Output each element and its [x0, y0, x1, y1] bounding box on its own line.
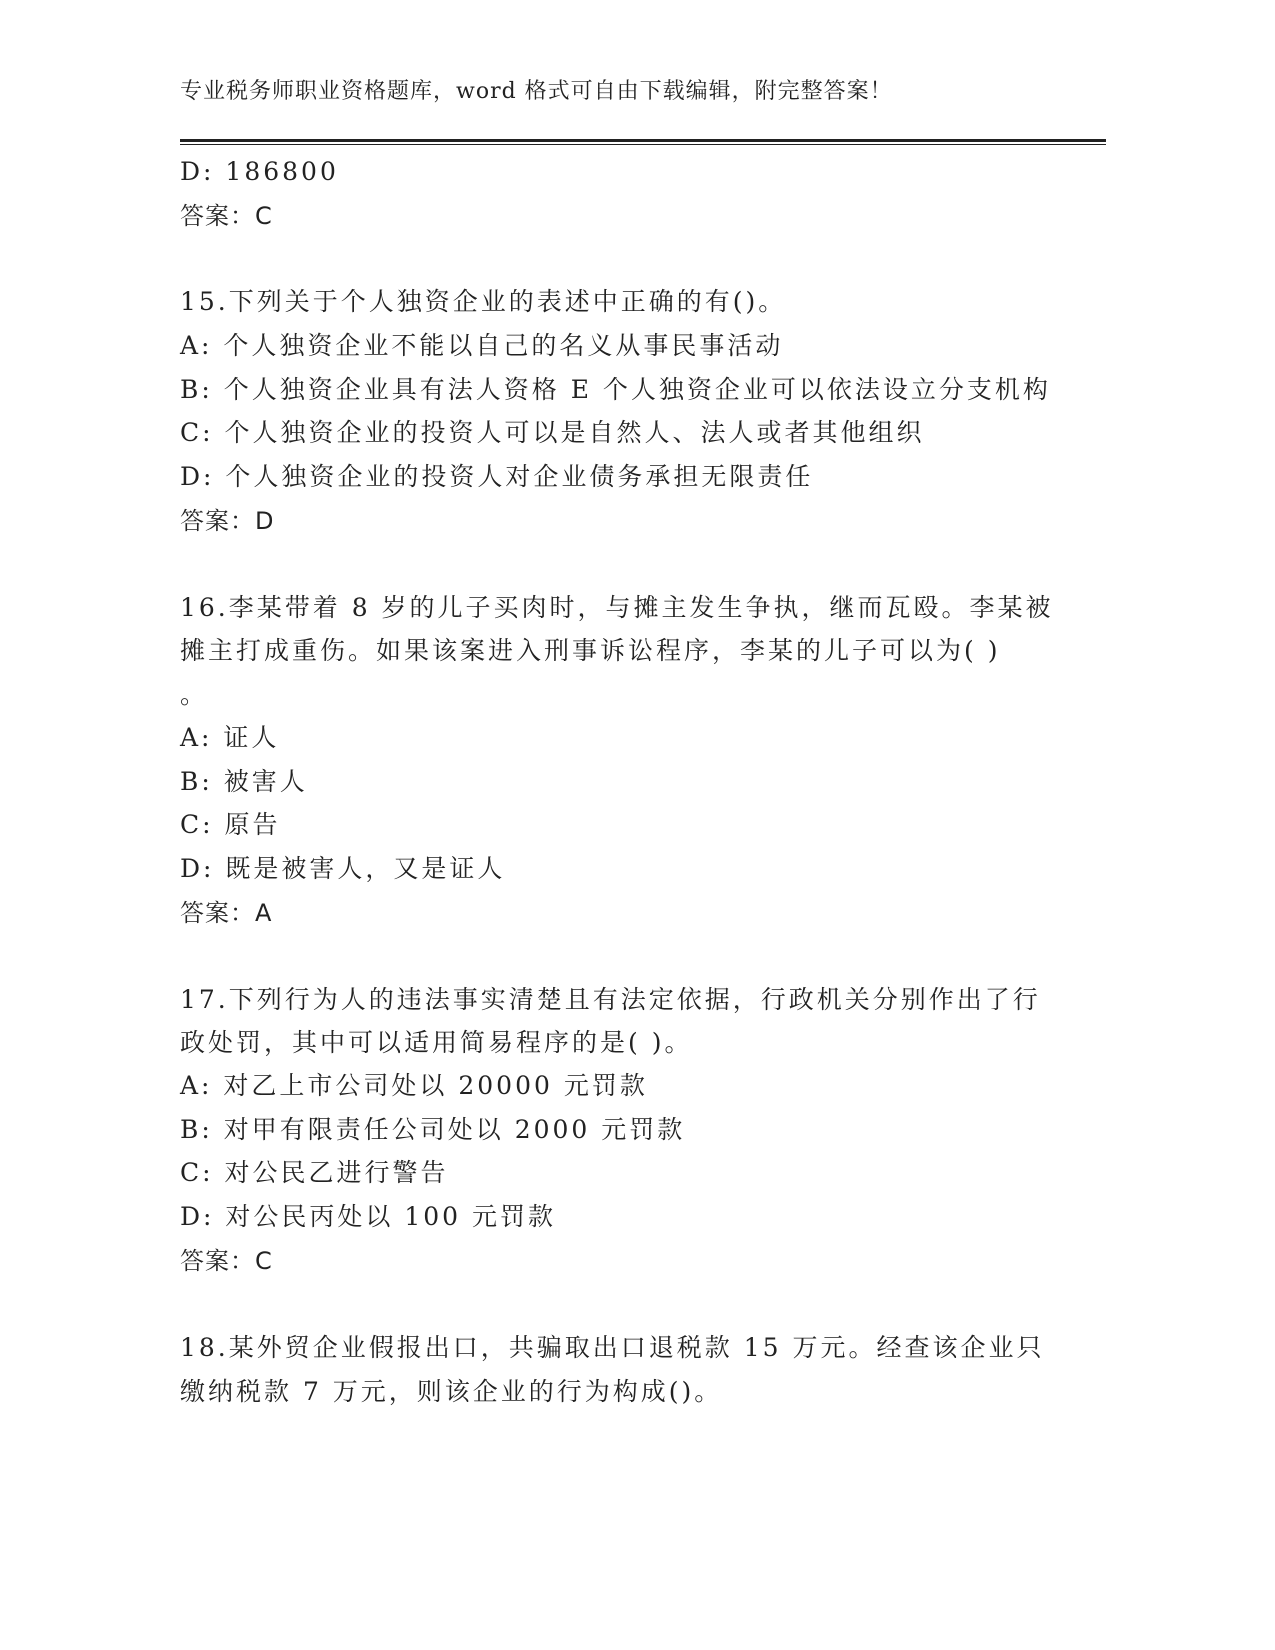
q17-stem-line-2: 政处罚，其中可以适用简易程序的是( )。: [180, 1028, 693, 1057]
header-rule-thin: [180, 144, 1106, 145]
q16-stem-line-3: 。: [180, 680, 209, 709]
q17-option-b: B: 对甲有限责任公司处以 2000 元罚款: [180, 1115, 686, 1144]
q15-stem: 15.下列关于个人独资企业的表述中正确的有()。: [180, 287, 787, 316]
q17-stem-line-1: 17.下列行为人的违法事实清楚且有法定依据，行政机关分别作出了行: [180, 985, 1041, 1014]
q16-option-d: D: 既是被害人，又是证人: [180, 854, 506, 883]
header-rule-thick: [180, 139, 1106, 142]
page-header: 专业税务师职业资格题库，word 格式可自由下载编辑，附完整答案！: [180, 79, 893, 104]
q15-answer: 答案：D: [180, 507, 275, 535]
q17-answer: 答案：C: [180, 1247, 273, 1275]
prev-option-d: D: 186800: [180, 157, 339, 186]
q17-option-c: C: 对公民乙进行警告: [180, 1158, 449, 1187]
q18-stem-line-2: 缴纳税款 7 万元，则该企业的行为构成()。: [180, 1377, 723, 1406]
prev-answer: 答案：C: [180, 202, 273, 230]
q16-option-a: A: 证人: [180, 723, 280, 752]
q15-option-a: A: 个人独资企业不能以自己的名义从事民事活动: [180, 331, 784, 360]
q15-option-b: B: 个人独资企业具有法人资格 E 个人独资企业可以依法设立分支机构: [180, 375, 1051, 404]
q18-stem-line-1: 18.某外贸企业假报出口，共骗取出口退税款 15 万元。经查该企业只: [180, 1333, 1045, 1362]
q16-option-c: C: 原告: [180, 810, 281, 839]
q15-option-c: C: 个人独资企业的投资人可以是自然人、法人或者其他组织: [180, 418, 925, 447]
q16-answer: 答案：A: [180, 899, 273, 927]
q15-option-d: D: 个人独资企业的投资人对企业债务承担无限责任: [180, 462, 814, 491]
q16-stem-line-2: 摊主打成重伤。如果该案进入刑事诉讼程序，李某的儿子可以为( ): [180, 636, 1001, 665]
q16-option-b: B: 被害人: [180, 767, 308, 796]
q16-stem-line-1: 16.李某带着 8 岁的儿子买肉时，与摊主发生争执，继而瓦殴。李某被: [180, 593, 1054, 622]
q17-option-a: A: 对乙上市公司处以 20000 元罚款: [180, 1071, 648, 1100]
q17-option-d: D: 对公民丙处以 100 元罚款: [180, 1202, 557, 1231]
